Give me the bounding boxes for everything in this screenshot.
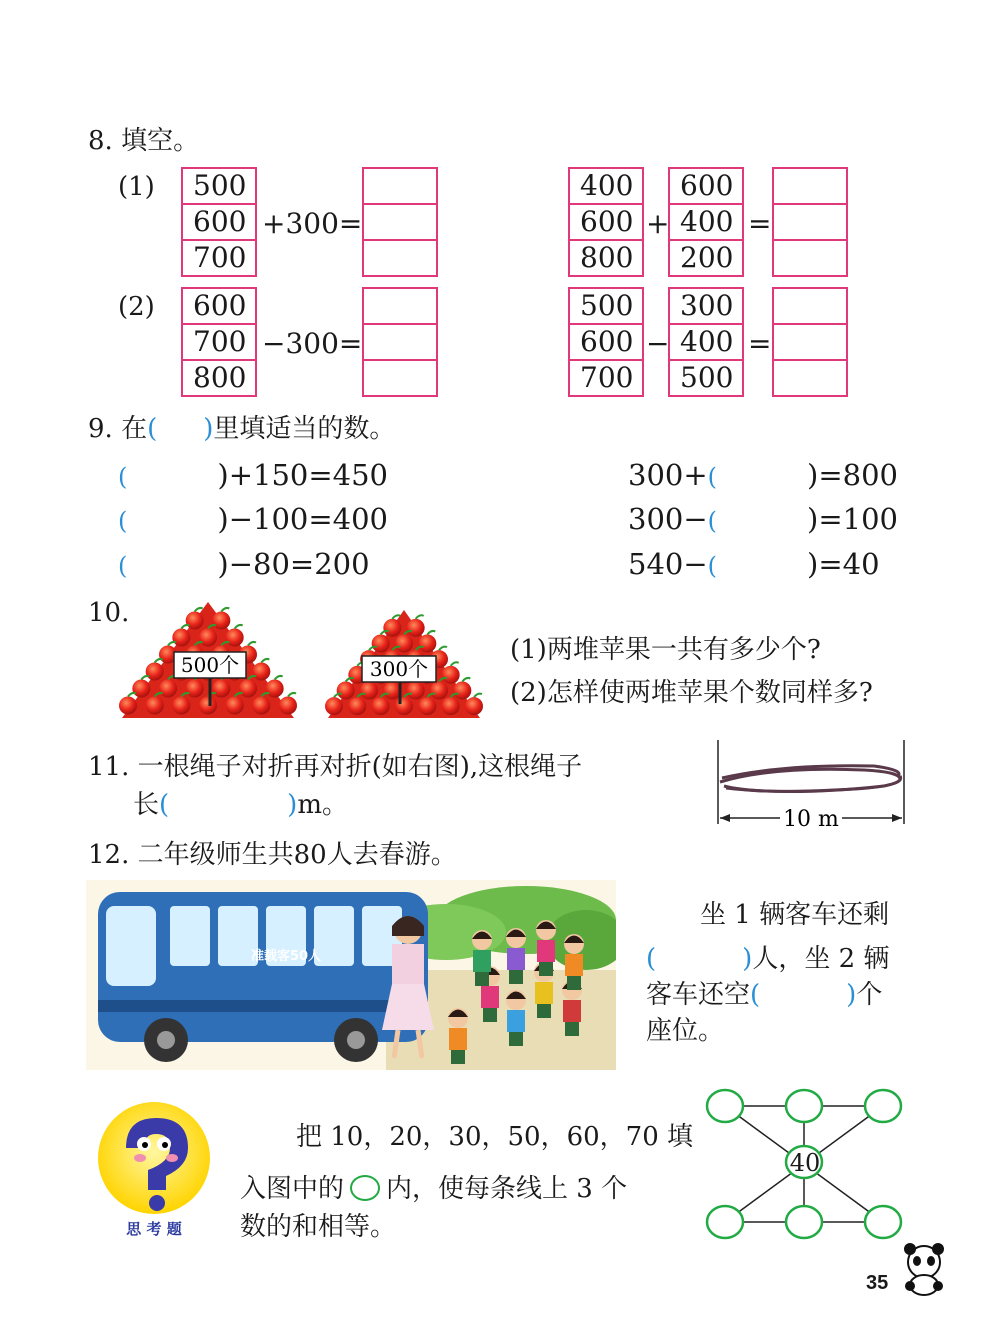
apple xyxy=(453,682,471,700)
paren-open: ( xyxy=(750,980,761,1010)
apple xyxy=(383,619,401,637)
child-legs xyxy=(565,1022,579,1036)
child-body xyxy=(507,1010,525,1032)
q12-a3-post: 个 xyxy=(856,980,883,1010)
apple-leaf xyxy=(141,676,149,680)
answer-cell[interactable] xyxy=(364,289,436,325)
q12-answer-line-2 xyxy=(646,944,889,974)
child-body xyxy=(507,948,525,970)
answer-cell[interactable] xyxy=(774,169,846,205)
q8-p2-right-stack-a xyxy=(568,287,644,397)
apple xyxy=(186,680,204,698)
q8-p2-right-operator: − xyxy=(646,327,670,360)
apple xyxy=(172,697,190,715)
stack-cell: 700 xyxy=(193,241,247,274)
q9-left-expr: )−80=200 xyxy=(217,547,370,581)
bus-illustration xyxy=(86,880,616,1070)
center-value: 40 xyxy=(789,1149,821,1177)
stack-cell: 400 xyxy=(670,325,742,361)
paren-open: ( xyxy=(707,463,718,491)
child-legs xyxy=(475,972,489,986)
apple xyxy=(395,697,413,715)
answer-cell[interactable] xyxy=(774,205,846,241)
q8-p2-right-stack-b xyxy=(668,287,744,397)
apple-leaf xyxy=(128,693,136,697)
apple-leaf xyxy=(275,676,283,680)
q11-line2-post: m。 xyxy=(297,790,348,820)
child-body xyxy=(535,982,553,1004)
q11-line-2 xyxy=(133,790,348,820)
apple-leaf xyxy=(462,678,470,682)
panda-icon xyxy=(898,1240,950,1296)
q12-a3-pre: 客车还空 xyxy=(646,980,751,1010)
apple xyxy=(407,619,425,637)
child-legs xyxy=(509,970,523,984)
apple-pile-300 xyxy=(324,604,484,724)
apple xyxy=(325,697,343,715)
apple-pile-500 xyxy=(118,594,298,724)
page-number: 35 xyxy=(866,1272,889,1294)
think-line-2 xyxy=(240,1174,627,1204)
stack-cell: 400 xyxy=(570,169,642,205)
stack-cell: 400 xyxy=(670,205,742,241)
paren-open: ( xyxy=(707,507,718,535)
apple-leaf xyxy=(427,631,435,635)
q12-answer-line-4: 座位。 xyxy=(646,1016,725,1046)
q10-question-1: (1)两堆苹果一共有多少个? xyxy=(510,635,821,665)
apple xyxy=(186,612,204,630)
answer-cell[interactable] xyxy=(364,205,436,241)
q8-p2-right-answer-box[interactable] xyxy=(772,287,848,397)
think-line2-post: 内，使每条线上 3 个 xyxy=(386,1174,628,1204)
q8-p2-operator: −300= xyxy=(262,327,363,360)
q8-part1-label: (1) xyxy=(118,172,155,202)
stack-cell: 600 xyxy=(670,169,742,205)
stack-cell: 600 xyxy=(183,289,255,325)
stack-cell: 800 xyxy=(193,361,247,394)
apple xyxy=(146,697,164,715)
pile-sign-label: 300个 xyxy=(369,657,429,681)
stack-cell: 700 xyxy=(183,325,255,361)
child-body xyxy=(473,950,491,972)
q11-line2-pre: 长 xyxy=(133,790,160,820)
child-legs xyxy=(509,1032,523,1046)
q8-p1-right-answer-box[interactable] xyxy=(772,167,848,277)
paren-open: ( xyxy=(118,552,128,580)
q8-p1-right-operator: + xyxy=(646,207,670,240)
stack-cell: 500 xyxy=(680,361,734,394)
stack-cell: 700 xyxy=(580,361,634,394)
stack-cell: 800 xyxy=(580,241,634,274)
think-line-1: 把 10，20，30，50，60，70 填 xyxy=(296,1122,694,1152)
q9-right-post: )=40 xyxy=(807,547,880,581)
q12-answer-line-1: 坐 1 辆客车还剩 xyxy=(700,900,890,930)
q9-row-right-2 xyxy=(628,502,898,538)
q11-line-1: 11. 一根绳子对折再对折(如右图),这根绳子 xyxy=(88,752,583,782)
apple xyxy=(430,682,448,700)
q8-p1-left-stack xyxy=(181,167,257,277)
apple-leaf xyxy=(248,642,256,646)
paren-open: ( xyxy=(118,507,128,535)
apple xyxy=(279,697,297,715)
apple xyxy=(212,680,230,698)
q10-number: 10. xyxy=(88,598,130,628)
q8-p1-right-equals: = xyxy=(748,207,772,240)
apple xyxy=(172,629,190,647)
number-circle-puzzle xyxy=(702,1084,908,1244)
empty-slot-circle[interactable] xyxy=(786,1090,822,1122)
q8-p1-left-answer-box[interactable] xyxy=(362,167,438,277)
apple-leaf xyxy=(155,659,163,663)
stack-cell: 600 xyxy=(570,205,642,241)
child-legs xyxy=(539,962,553,976)
apple xyxy=(348,697,366,715)
q9-row-left-2 xyxy=(118,502,388,538)
q9-left-expr: )+150=450 xyxy=(217,458,388,492)
stack-cell: 200 xyxy=(680,241,734,274)
apple xyxy=(146,663,164,681)
apple xyxy=(418,697,436,715)
answer-cell[interactable] xyxy=(364,361,436,395)
child-legs xyxy=(567,976,581,990)
empty-slot-circle[interactable] xyxy=(786,1206,822,1238)
pile-sign-label: 500个 xyxy=(180,653,240,677)
apple xyxy=(226,629,244,647)
paren-close: ) xyxy=(203,414,214,444)
apple xyxy=(360,682,378,700)
answer-cell[interactable] xyxy=(774,325,846,361)
apple xyxy=(442,666,460,684)
apple-leaf xyxy=(221,608,229,612)
apple xyxy=(465,697,483,715)
apple xyxy=(442,697,460,715)
q9-row-right-3 xyxy=(628,547,880,583)
apple xyxy=(418,635,436,653)
child-legs xyxy=(483,1008,497,1022)
child-body xyxy=(565,954,583,976)
apple-leaf xyxy=(235,625,243,629)
bus-sign: 准载客50人 xyxy=(250,949,322,964)
apple-leaf xyxy=(416,615,424,619)
q8-p2-left-answer-box[interactable] xyxy=(362,287,438,397)
answer-cell[interactable] xyxy=(774,289,846,325)
q10-question-2: (2)怎样使两堆苹果个数同样多? xyxy=(510,678,873,708)
apple xyxy=(132,680,150,698)
q9-right-post: )=100 xyxy=(807,502,898,536)
apple xyxy=(372,635,390,653)
q8-part2-label: (2) xyxy=(118,292,155,322)
paren-open: ( xyxy=(707,552,718,580)
apple-leaf xyxy=(261,659,269,663)
think-line-3: 数的和相等。 xyxy=(240,1212,397,1242)
paren-open: ( xyxy=(147,414,158,444)
q12-answer-line-3 xyxy=(646,980,882,1010)
stack-cell: 600 xyxy=(183,205,255,241)
stack-cell: 600 xyxy=(570,325,642,361)
apple-leaf xyxy=(168,642,176,646)
child-legs xyxy=(537,1004,551,1018)
apple xyxy=(119,697,137,715)
apple xyxy=(159,680,177,698)
question-mark-mascot xyxy=(96,1100,216,1244)
answer-cell[interactable] xyxy=(364,241,436,275)
q9-heading xyxy=(88,414,395,444)
q8-p1-right-stack-b xyxy=(668,167,744,277)
paren-close: ) xyxy=(287,790,298,820)
empty-slot-circle[interactable] xyxy=(707,1090,743,1122)
apple xyxy=(252,663,270,681)
q9-heading-pre: 9. 在 xyxy=(88,414,148,444)
child-body xyxy=(537,940,555,962)
apple-leaf xyxy=(474,694,482,698)
answer-cell[interactable] xyxy=(364,325,436,361)
q9-right-post: )=800 xyxy=(807,458,898,492)
q9-row-left-3 xyxy=(118,547,370,583)
child-body xyxy=(481,986,499,1008)
apple-leaf xyxy=(288,693,296,697)
empty-slot-circle[interactable] xyxy=(865,1206,901,1238)
apple xyxy=(266,680,284,698)
q9-row-right-1 xyxy=(628,458,898,494)
apple xyxy=(199,629,217,647)
green-circle-icon xyxy=(350,1175,380,1201)
stack-cell: 500 xyxy=(183,169,255,205)
q9-right-pre: 540− xyxy=(628,547,708,581)
apple xyxy=(395,635,413,653)
child-body xyxy=(563,1000,581,1022)
apple-leaf xyxy=(439,647,447,651)
paren-open: ( xyxy=(118,463,128,491)
q12-a2-post: 人，坐 2 辆 xyxy=(752,944,890,974)
q8-p2-left-stack xyxy=(181,287,257,397)
paren-close: ) xyxy=(846,980,857,1010)
apple xyxy=(252,697,270,715)
apple xyxy=(199,697,217,715)
apple xyxy=(226,697,244,715)
rope-length-label: 10 m xyxy=(783,807,839,832)
paren-open: ( xyxy=(159,790,170,820)
empty-slot-circle[interactable] xyxy=(865,1090,901,1122)
q9-right-pre: 300− xyxy=(628,502,708,536)
think-line2-pre: 入图中的 xyxy=(240,1174,345,1204)
apple-leaf xyxy=(181,625,189,629)
apple-leaf xyxy=(451,662,459,666)
paren-open: ( xyxy=(646,944,657,974)
child-body xyxy=(449,1028,467,1050)
q8-heading: 8. 填空。 xyxy=(88,126,200,156)
apple xyxy=(372,697,390,715)
answer-cell[interactable] xyxy=(774,361,846,395)
q8-p2-right-equals: = xyxy=(748,327,772,360)
think-badge-label: 思 考 题 xyxy=(126,1220,182,1238)
apple xyxy=(239,680,257,698)
rope-diagram xyxy=(714,736,910,834)
apple xyxy=(337,682,355,700)
answer-cell[interactable] xyxy=(364,169,436,205)
q9-row-left-1 xyxy=(118,458,388,494)
paren-close: ) xyxy=(742,944,753,974)
q9-right-pre: 300+ xyxy=(628,458,708,492)
child-legs xyxy=(451,1050,465,1064)
q12-heading: 12. 二年级师生共80人去春游。 xyxy=(88,840,457,870)
q8-p1-right-stack-a xyxy=(568,167,644,277)
q9-heading-post: 里填适当的数。 xyxy=(213,414,396,444)
apple xyxy=(212,612,230,630)
stack-cell: 500 xyxy=(570,289,642,325)
apple xyxy=(407,682,425,700)
empty-slot-circle[interactable] xyxy=(707,1206,743,1238)
q9-left-expr: )−100=400 xyxy=(217,502,388,536)
answer-cell[interactable] xyxy=(774,241,846,275)
stack-cell: 300 xyxy=(670,289,742,325)
q8-p1-operator: +300= xyxy=(262,207,363,240)
